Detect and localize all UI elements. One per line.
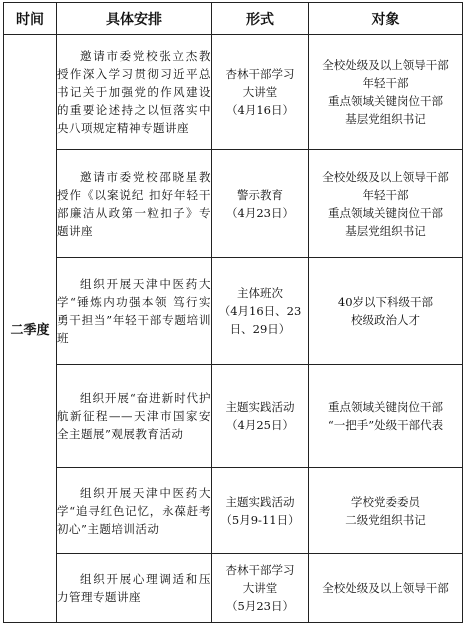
form-cell [212,468,309,554]
audience-line: 学校党委委员 [351,494,420,509]
arrangement-cell: 组织开展天津中医药大学“追寻红色记忆，永葆赶考初心”主题培训活动 [57,468,212,554]
arrangement-cell: 邀请市委党校邵晓星教授作《以案说纪 扣好年轻干部廉洁从政第一粒扣子》专题讲座 [57,150,212,258]
audience-line: 校级政治人才 [351,313,420,327]
arrangement-cell: 邀请市委党校张立杰教授作深入学习贯彻习近平总书记关于加强党的作风建设的重要论述持之以恒落实中央八项规定精神专题讲座 [57,35,212,150]
form-cell [212,150,309,258]
form-line: （4月25日） [226,418,294,432]
audience-cell [309,554,463,623]
audience-line: 二级党组织书记 [345,512,426,527]
audience-line: 全校处级及以上领导干部 [322,169,449,184]
audience-cell [309,365,463,468]
form-line: 杏林干部学习 [225,563,295,577]
form-line: 杏林干部学习 [225,67,295,81]
form-line: （5月9-11日） [220,512,300,527]
audience-line: 基层党组织书记 [345,112,426,126]
form-line: 主题实践活动 [225,494,295,509]
audience-cell [309,35,463,150]
audience-line: 重点领域关键岗位干部 [328,205,443,220]
arrangement-cell: 组织开展心理调适和压力管理专题讲座 [57,554,212,623]
audience-cell [309,468,463,554]
period-cell: 二季度 [4,35,57,623]
audience-line: 基层党组织书记 [345,223,426,238]
header-time: 时间 [4,3,57,35]
table-row [4,554,463,623]
audience-line: 年轻干部 [362,76,409,90]
form-line: 大讲堂 [242,581,278,595]
form-line: 主题实践活动 [225,400,295,414]
header-audience: 对象 [309,3,463,35]
audience-line: 年轻干部 [362,187,409,202]
form-line: （4月16日、23 [218,304,302,318]
form-cell [212,365,309,468]
arrangement-cell: 组织开展天津中医药大学“锤炼内功强本领 笃行实勇干担当”年轻干部专题培训班 [57,258,212,365]
audience-line: 重点领域关键岗位干部 [328,94,443,108]
audience-line: 全校处级及以上领导干部 [322,58,449,72]
header-form: 形式 [212,3,309,35]
form-line: 警示教育 [237,187,283,202]
form-line: （4月23日） [226,205,294,220]
form-line: （4月16日） [226,103,294,117]
form-cell [212,35,309,150]
form-line: 主体班次 [237,286,283,300]
audience-line: 全校处级及以上领导干部 [322,581,449,595]
form-line: （5月23日） [226,599,294,613]
audience-cell [309,150,463,258]
table-row [4,468,463,554]
audience-line: 40岁以下科级干部 [337,295,434,309]
form-line: 大讲堂 [242,85,278,99]
table-row [4,35,463,150]
form-cell [212,258,309,365]
table-row [4,150,463,258]
arrangement-cell: 组织开展“奋进新时代护航新征程——天津市国家安全主题展”观展教育活动 [57,365,212,468]
table-row [4,365,463,468]
audience-line: 重点领域关键岗位干部 [328,400,443,414]
audience-line: “一把手”处级干部代表 [327,418,444,432]
form-cell [212,554,309,623]
header-row [4,3,463,35]
schedule-table [3,2,463,623]
form-line: 日、29日） [229,322,291,336]
table-row [4,258,463,365]
header-arrangement: 具体安排 [57,3,212,35]
audience-cell [309,258,463,365]
